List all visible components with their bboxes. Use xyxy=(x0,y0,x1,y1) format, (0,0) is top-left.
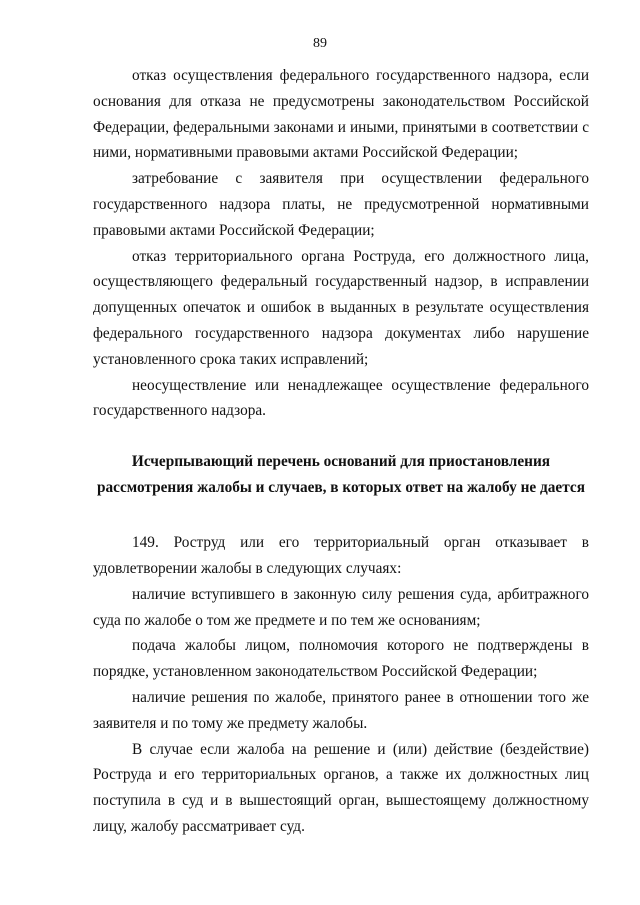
section-heading-line: рассмотрения жалобы и случаев, в которых ответ на жалобу не дается xyxy=(97,479,585,497)
section-heading-line: Исчерпывающий перечень оснований для приостановления xyxy=(131,453,551,471)
paragraph: наличие решения по жалобе, принятого ранее в отношении того же заявителя и по тому же предмету жалобы. xyxy=(93,688,589,732)
paragraph: отказ территориального органа Роструда, его должностного лица, осуществляющего федеральный государственный надзор, в исправлении допущенных опечаток и ошибок в выданных в результате осуществления федерального государственного надзора документах либо нарушение установленного срока таких исправлений; xyxy=(93,247,589,368)
page-number: 89 xyxy=(313,36,327,51)
paragraph: 149. Роструд или его территориальный орган отказывает в удовлетворении жалобы в следующих случаях: xyxy=(93,534,589,577)
paragraph: отказ осуществления федерального государственного надзора, если основания для отказа не предусмотрены законодательством Российской Федерации, федеральными законами и иными, принятыми в соответствии с ними, нормативными правовыми актами Российской Федерации; xyxy=(93,67,589,162)
paragraph: подача жалобы лицом, полномочия которого не подтверждены в порядке, установленном законодательством Российской Федерации; xyxy=(93,637,589,681)
paragraph: неосуществление или ненадлежащее осуществление федерального государственного надзора. xyxy=(93,376,589,420)
section-heading xyxy=(93,449,589,501)
paragraph: наличие вступившего в законную силу решения суда, арбитражного суда по жалобе о том же предмете и по тем же основаниям; xyxy=(93,585,589,629)
paragraph: затребование с заявителя при осуществлении федерального государственного надзора платы, не предусмотренной нормативными правовыми актами Российской Федерации; xyxy=(93,170,589,239)
paragraph: В случае если жалоба на решение и (или) действие (бездействие) Роструда и его территориальных органов, а также их должностных лиц поступила в суд и в вышестоящий орган, вышестоящему должностному лицу, жалобу рассматривает суд. xyxy=(93,740,589,835)
document-body xyxy=(93,63,589,840)
